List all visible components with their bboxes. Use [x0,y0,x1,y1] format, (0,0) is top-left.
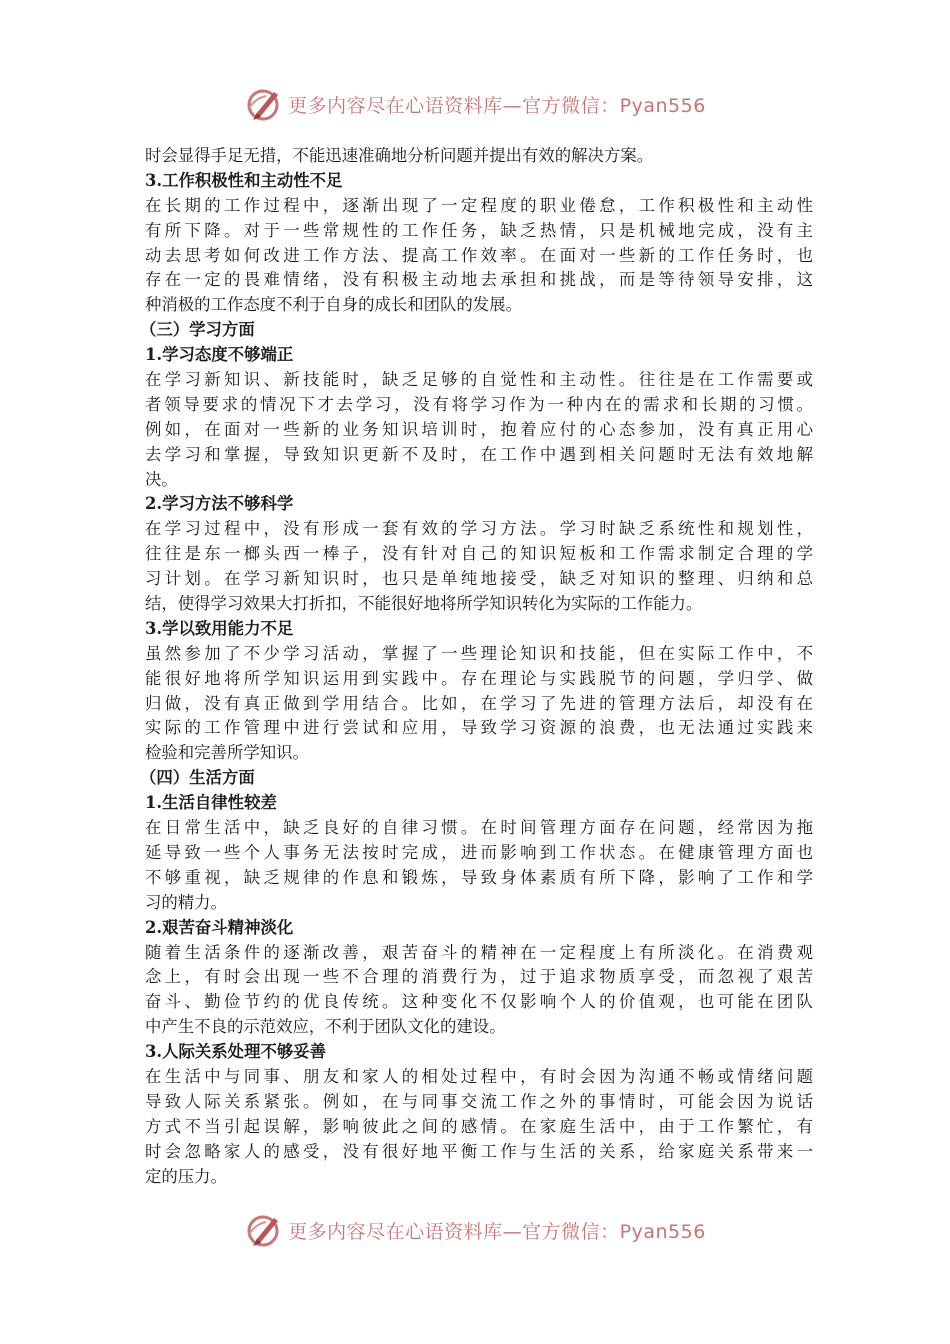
paragraph-line: 存在一定的畏难情绪，没有积极主动地去承担和挑战，而是等待领导安排，这 [145,270,813,290]
subsection-heading: 3.人际关系处理不够妥善 [145,1042,327,1062]
paragraph-line: 奋斗、勤俭节约的优良传统。这种变化不仅影响个人的价值观，也可能在团队 [145,992,813,1012]
section-heading: （三）学习方面 [140,320,255,340]
paragraph-line: 实际的工作管理中进行尝试和应用，导致学习资源的浪费，也无法通过实践来 [145,718,813,738]
subsection-heading: 1.学习态度不够端正 [145,345,294,365]
paragraph-line: 者领导要求的情况下才去学习，没有将学习作为一种内在的需求和长期的习惯。 [145,394,813,414]
paragraph-line: 有所下降。对于一些常规性的工作任务，缺乏热情，只是机械地完成，没有主 [145,220,813,240]
paragraph-line: 往往是东一榔头西一棒子，没有针对自己的知识短板和工作需求制定合理的学 [145,544,813,564]
subsection-heading: 2.艰苦奋斗精神淡化 [145,917,294,937]
paragraph-line: 归做，没有真正做到学用结合。比如，在学习了先进的管理方法后，却没有在 [145,693,813,713]
paragraph-line: 动去思考如何改进工作方法、提高工作效率。在面对一些新的工作任务时，也 [145,245,813,265]
paragraph-line: 定的压力。 [145,1166,227,1186]
paragraph-line: 在学习新知识、新技能时，缺乏足够的自觉性和主动性。往往是在工作需要或 [145,370,813,390]
paragraph-line: 中产生不良的示范效应，不利于团队文化的建设。 [145,1017,506,1037]
paragraph-line: 在生活中与同事、朋友和家人的相处过程中，有时会因为沟通不畅或情绪问题 [145,1066,813,1086]
subsection-heading: 1.生活自律性较差 [145,793,277,813]
paragraph-line: 习计划。在学习新知识时，也只是单纯地接受，缺乏对知识的整理、归纳和总 [145,569,813,589]
paragraph-line: 检验和完善所学知识。 [145,743,309,763]
paragraph-line: 能很好地将所学知识运用到实践中。存在理论与实践脱节的问题，学归学、做 [145,668,813,688]
subsection-heading: 2.学习方法不够科学 [145,494,294,514]
paragraph-line: 在长期的工作过程中，逐渐出现了一定程度的职业倦怠，工作积极性和主动性 [145,195,813,215]
paragraph-line: 去学习和掌握，导致知识更新不及时，在工作中遇到相关问题时无法有效地解 [145,444,813,464]
paragraph-line: 念上，有时会出现一些不合理的消费行为，过于追求物质享受，而忽视了艰苦 [145,967,813,987]
paragraph-line: 方式不当引起误解，影响彼此之间的感情。在家庭生活中，由于工作繁忙，有 [145,1116,813,1136]
watermark-text: 更多内容尽在心语资料库—官方微信：Pyan556 [288,1220,706,1243]
footer-watermark-banner [0,1210,950,1250]
watermark-text: 更多内容尽在心语资料库—官方微信：Pyan556 [288,94,706,117]
document-body [140,144,813,1189]
paragraph-line: 不够重视，缺乏规律的作息和锻炼，导致身体素质有所下降，影响了工作和学 [145,867,813,887]
paragraph-line: 种消极的工作态度不利于自身的成长和团队的发展。 [145,295,522,315]
paragraph-line: 延导致一些个人事务无法按时完成，进而影响到工作状态。在健康管理方面也 [145,842,813,862]
paragraph-line: 在日常生活中，缺乏良好的自律习惯。在时间管理方面存在问题，经常因为拖 [145,818,813,838]
subsection-heading: 3.工作积极性和主动性不足 [145,170,343,190]
section-heading: （四）生活方面 [140,768,255,788]
paragraph-line: 习的精力。 [145,892,227,912]
pen-circle-logo-icon [244,84,284,124]
pen-circle-logo-icon [244,1210,284,1250]
paragraph-line: 导致人际关系紧张。例如，在与同事交流工作之外的事情时，可能会因为说话 [145,1091,813,1111]
paragraph-line: 决。 [145,469,178,489]
paragraph-line: 在学习过程中，没有形成一套有效的学习方法。学习时缺乏系统性和规划性， [145,519,813,539]
paragraph-line: 例如，在面对一些新的业务知识培训时，抱着应付的心态参加，没有真正用心 [145,419,813,439]
subsection-heading: 3.学以致用能力不足 [145,618,294,638]
paragraph-line: 随着生活条件的逐渐改善，艰苦奋斗的精神在一定程度上有所淡化。在消费观 [145,942,813,962]
paragraph-line: 时会忽略家人的感受，没有很好地平衡工作与生活的关系，给家庭关系带来一 [145,1141,813,1161]
paragraph-line: 结，使得学习效果大打折扣，不能很好地将所学知识转化为实际的工作能力。 [145,594,703,614]
header-watermark-banner [0,84,950,124]
paragraph-line: 时会显得手足无措，不能迅速准确地分析问题并提出有效的解决方案。 [145,146,654,165]
paragraph-line: 虽然参加了不少学习活动，掌握了一些理论知识和技能，但在实际工作中，不 [145,643,813,663]
